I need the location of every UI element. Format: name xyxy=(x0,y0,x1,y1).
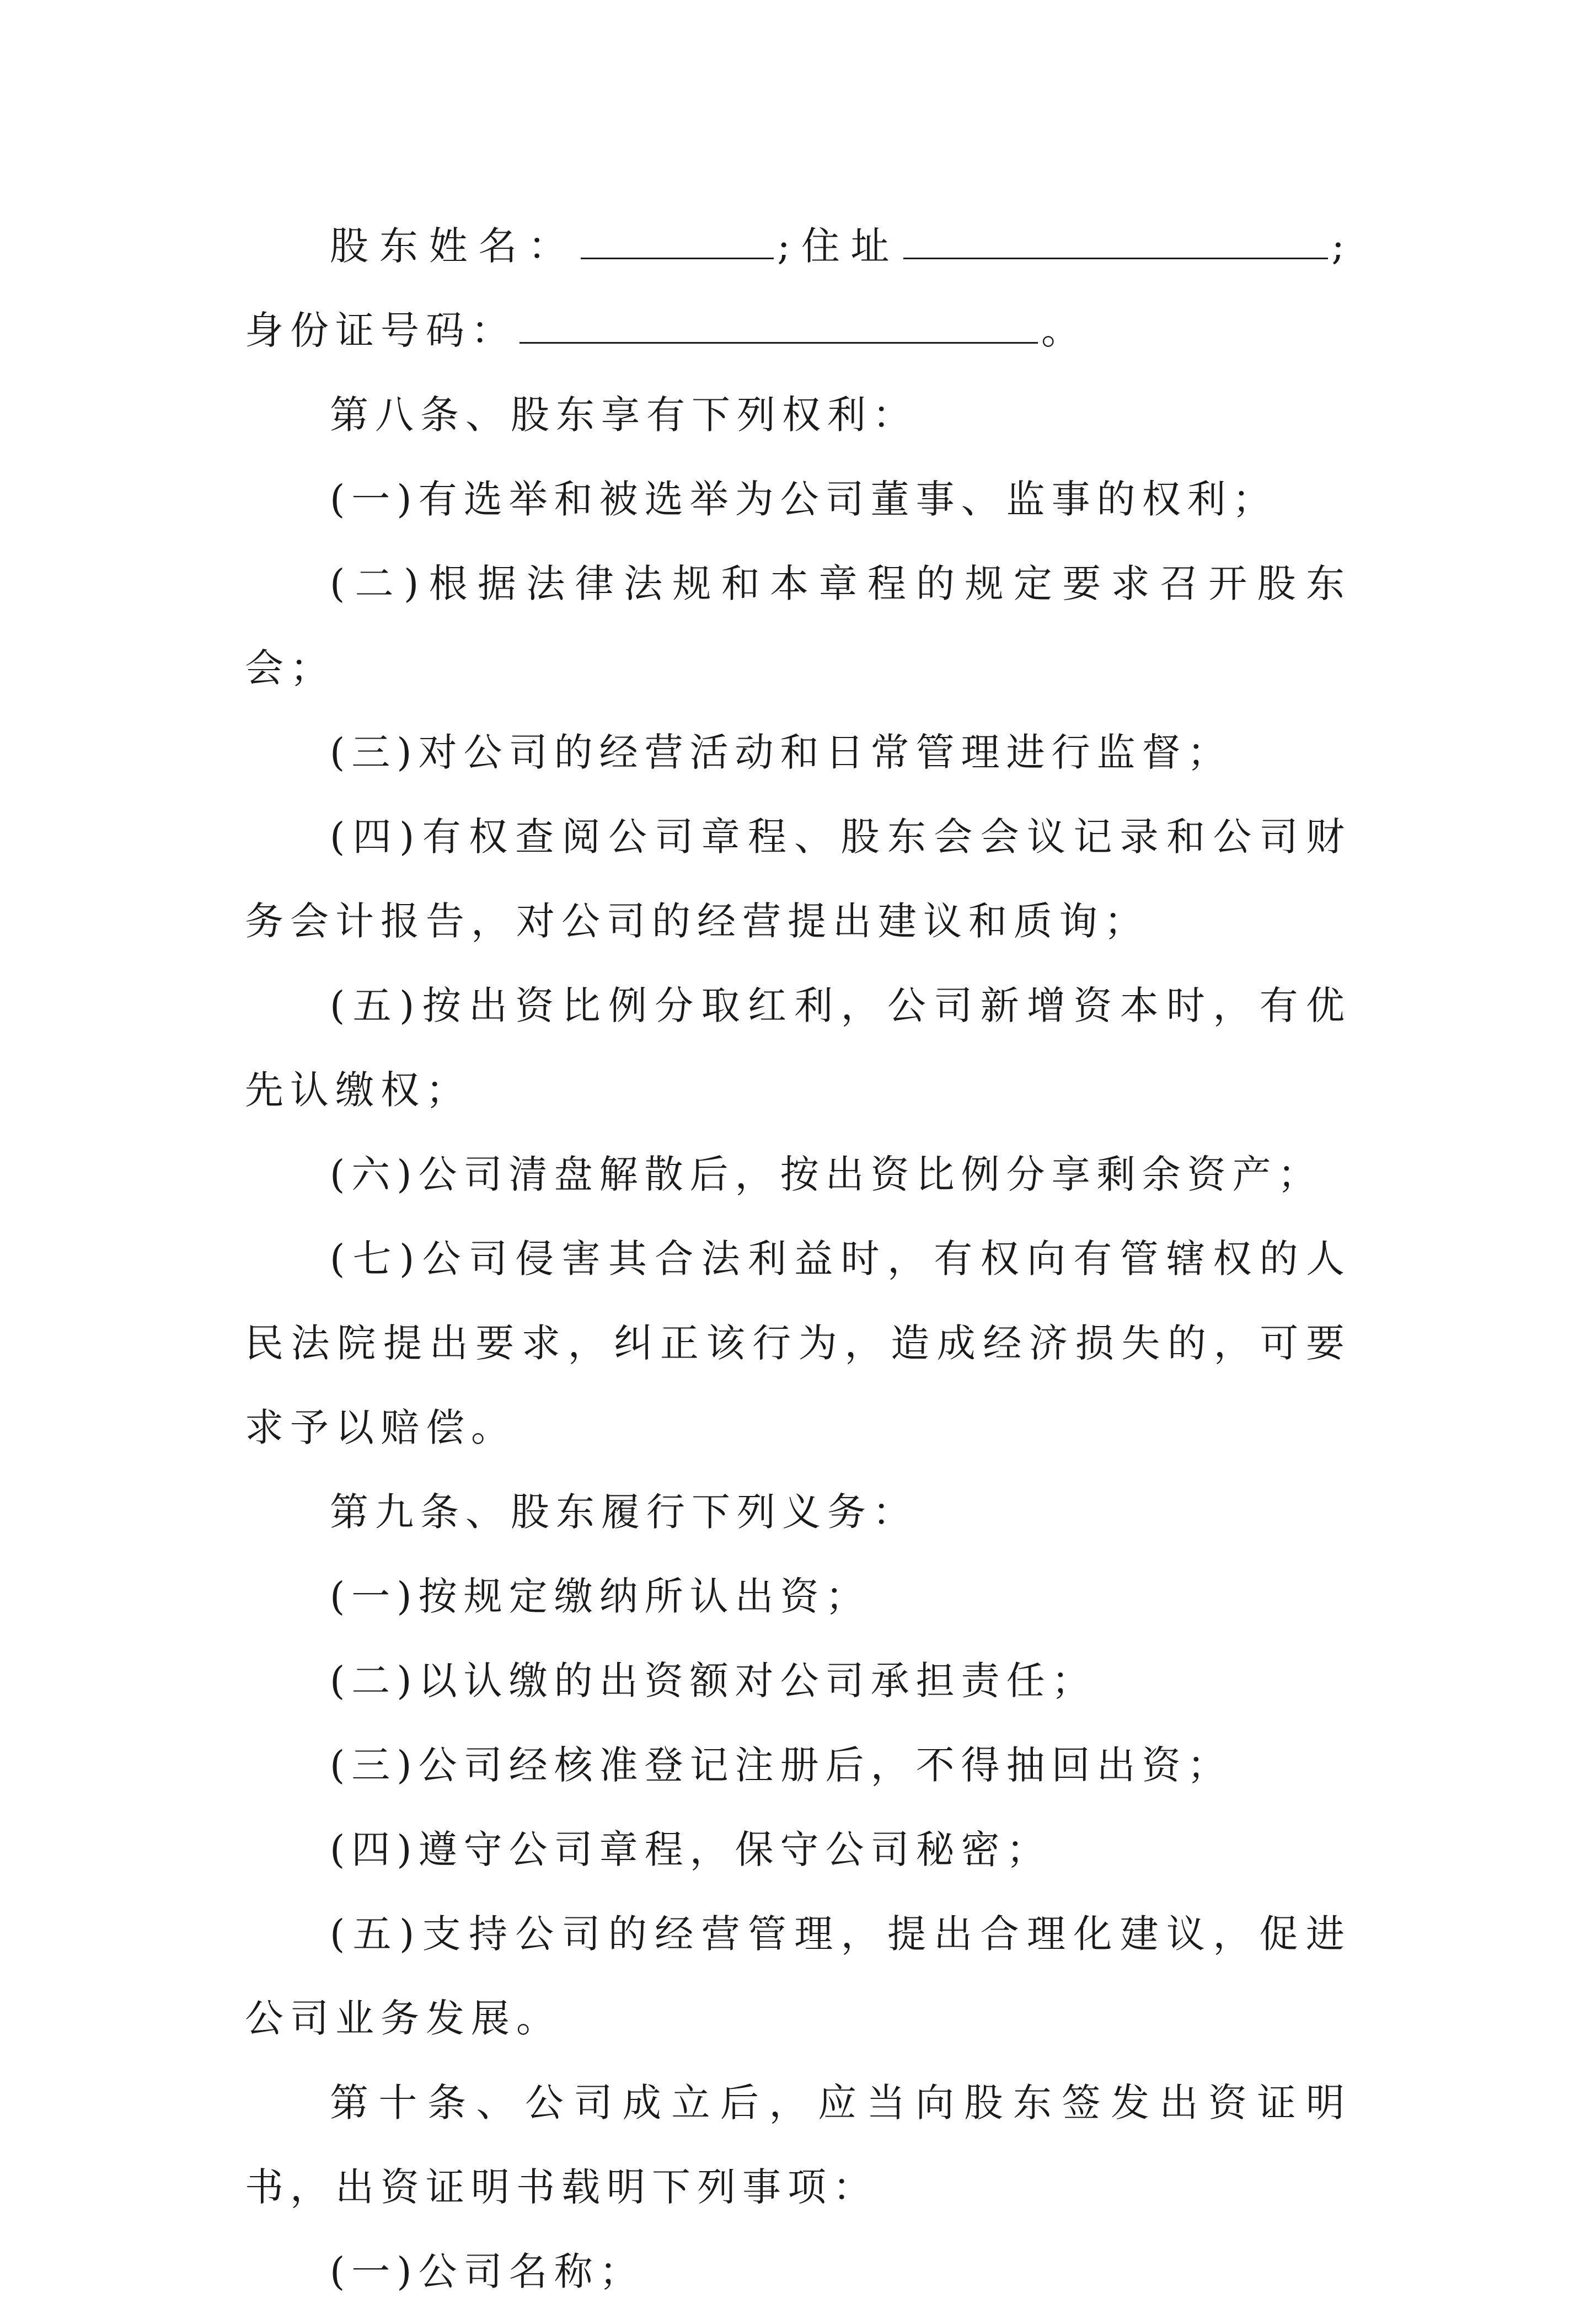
article-9-item-4: (四)遵守公司章程，保守公司秘密； xyxy=(330,1827,1052,1872)
end-mark: 。 xyxy=(1041,308,1086,353)
article-10-heading: 第十条、公司成立后，应当向股东签发出资证明书，出资证明书载明下列事项： xyxy=(245,2080,1351,2210)
article-8-item-4: (四)有权查阅公司章程、股东会会议记录和公司财务会计报告，对公司的经营提出建议和质询； xyxy=(245,814,1351,944)
article-9-item-1: (一)按规定缴纳所认出资； xyxy=(330,1574,871,1619)
document-page xyxy=(245,204,1351,2314)
address-blank xyxy=(903,219,1328,259)
article-9-heading: 第九条、股东履行下列义务： xyxy=(330,1489,918,1535)
article-8-heading: 第八条、股东享有下列权利： xyxy=(330,392,918,437)
article-8-item-1: (一)有选举和被选举为公司董事、监事的权利； xyxy=(330,477,1278,522)
article-8-item-6: (六)公司清盘解散后，按出资比例分享剩余资产； xyxy=(330,1152,1323,1197)
article-9-item-2: (二)以认缴的出资额对公司承担责任； xyxy=(330,1658,1097,1703)
article-8-item-2: (二)根据法律法规和本章程的规定要求召开股东会； xyxy=(245,561,1351,691)
shareholder-info-paragraph xyxy=(245,204,1351,373)
article-9-item-5: (五)支持公司的经营管理，提出合理化建议，促进公司业务发展。 xyxy=(245,1911,1351,2041)
shareholder-name-blank xyxy=(581,219,774,259)
article-8-item-5: (五)按出资比例分取红利，公司新增资本时，有优先认缴权； xyxy=(245,983,1351,1113)
article-9-item-3: (三)公司经核准登记注册后，不得抽回出资； xyxy=(330,1743,1233,1788)
id-number-blank xyxy=(519,303,1038,344)
id-label-prefix: ;身 xyxy=(245,223,1351,353)
shareholder-name-label: 股东姓名： xyxy=(330,223,578,269)
article-8-item-3: (三)对公司的经营活动和日常管理进行监督； xyxy=(330,730,1233,775)
address-label: ;住址 xyxy=(777,223,901,269)
article-8-item-7: (七)公司侵害其合法利益时，有权向有管辖权的人民法院提出要求，纠正该行为，造成经济损失的，可要求予以赔偿。 xyxy=(245,1236,1351,1450)
id-number-label: 份证号码： xyxy=(290,308,516,353)
article-10-item-1: (一)公司名称； xyxy=(330,2249,645,2294)
